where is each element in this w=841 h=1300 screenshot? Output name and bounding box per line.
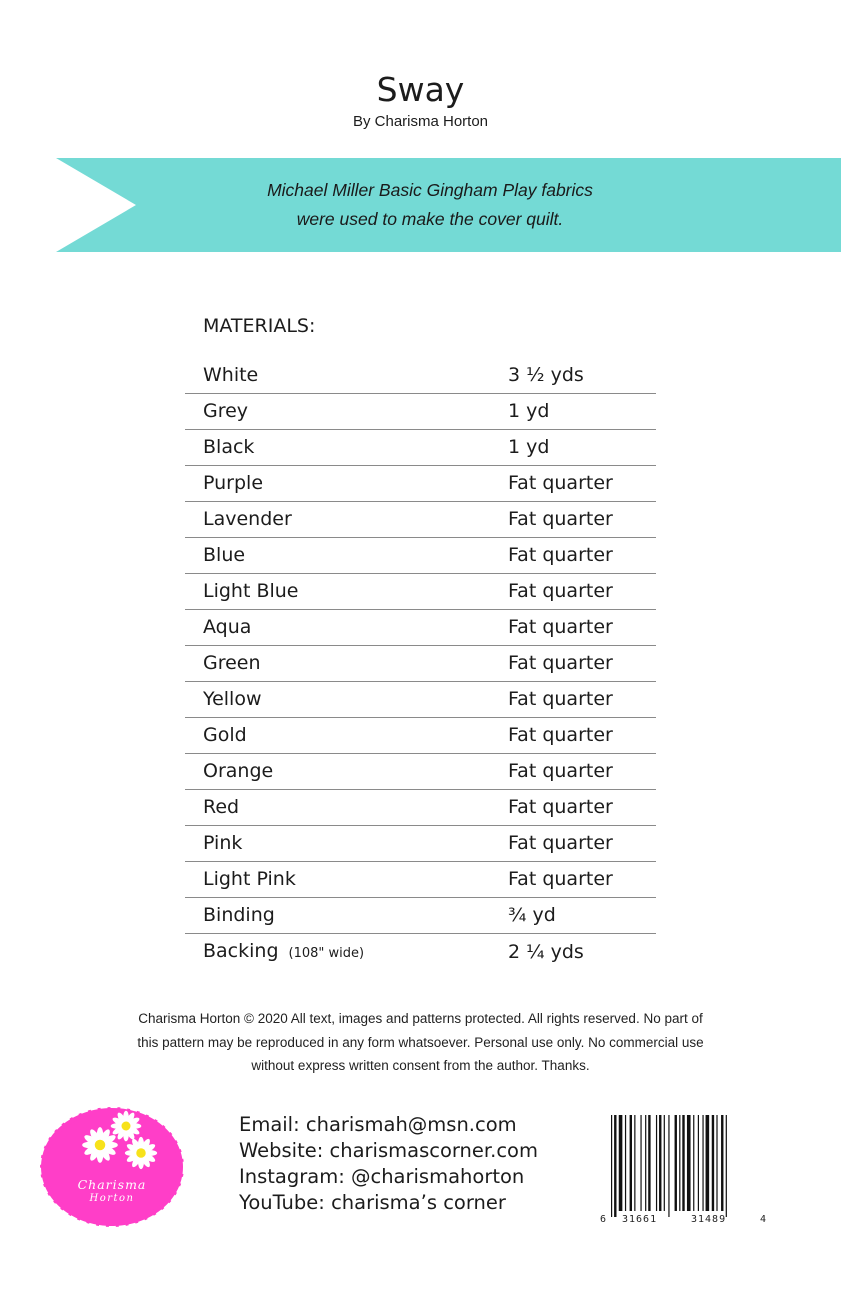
material-name: Backing: [203, 940, 279, 962]
table-row: [185, 574, 656, 610]
barcode-bar: [682, 1115, 684, 1211]
logo-text-last: Horton: [89, 1193, 135, 1204]
table-row: [185, 430, 656, 466]
contact-website: Website: charismascorner.com: [239, 1139, 538, 1162]
material-name: Green: [185, 646, 508, 682]
table-row: [185, 934, 656, 972]
barcode-bar: [659, 1115, 661, 1211]
daisy-flowers-icon: [38, 1105, 186, 1229]
material-quantity: Fat quarter: [508, 502, 656, 538]
material-name: Blue: [185, 538, 508, 574]
barcode-bar: [706, 1115, 710, 1211]
material-name: Pink: [185, 826, 508, 862]
barcode-bar: [687, 1115, 691, 1211]
logo-text-first: Charisma: [77, 1177, 147, 1192]
material-quantity: Fat quarter: [508, 610, 656, 646]
table-row: [185, 826, 656, 862]
barcode-bar: [614, 1115, 616, 1217]
material-quantity: Fat quarter: [508, 646, 656, 682]
barcode-bar: [640, 1115, 641, 1211]
copyright-line-3: without express written consent from the author. Thanks.: [251, 1058, 590, 1073]
table-row: [185, 754, 656, 790]
material-quantity: Fat quarter: [508, 538, 656, 574]
contact-email: Email: charismah@msn.com: [239, 1113, 517, 1136]
material-note: (108" wide): [288, 946, 365, 961]
charisma-horton-logo: [38, 1105, 186, 1229]
contact-youtube: YouTube: charisma’s corner: [239, 1191, 506, 1214]
material-quantity: 1 yd: [508, 430, 656, 466]
barcode-digit-first: 6: [600, 1214, 608, 1225]
material-quantity: Fat quarter: [508, 574, 656, 610]
barcode-bar: [693, 1115, 694, 1211]
material-name: Purple: [185, 466, 508, 502]
material-quantity: Fat quarter: [508, 718, 656, 754]
barcode-digits-left: 31661: [622, 1214, 658, 1225]
material-quantity: ¾ yd: [508, 898, 656, 934]
material-quantity: 2 ¼ yds: [508, 941, 584, 963]
copyright-notice: [80, 1007, 761, 1078]
material-quantity: Fat quarter: [508, 682, 656, 718]
material-name: Black: [185, 430, 508, 466]
material-name: Light Pink: [185, 862, 508, 898]
banner-line-2: were used to make the cover quilt.: [296, 209, 564, 229]
barcode-bar: [716, 1115, 717, 1211]
barcode-bar: [721, 1115, 723, 1211]
material-quantity: 3 ½ yds: [508, 358, 656, 394]
barcode-bar: [675, 1115, 677, 1211]
table-row: [185, 538, 656, 574]
banner-line-1: Michael Miller Basic Gingham Play fabrics: [267, 180, 593, 200]
material-quantity: Fat quarter: [508, 826, 656, 862]
table-row: [185, 358, 656, 394]
material-name: Aqua: [185, 610, 508, 646]
copyright-line-1: Charisma Horton © 2020 All text, images and patterns protected. All rights reserved. No part of: [138, 1011, 703, 1026]
table-row: [185, 862, 656, 898]
material-quantity: Fat quarter: [508, 862, 656, 898]
material-name: Binding: [185, 898, 508, 934]
material-name: Lavender: [185, 502, 508, 538]
pattern-title: Sway: [376, 70, 465, 109]
material-quantity: Fat quarter: [508, 790, 656, 826]
barcode-bar: [664, 1115, 665, 1211]
copyright-line-2: this pattern may be reproduced in any form whatsoever. Personal use only. No commercial use: [137, 1034, 704, 1050]
table-row: [185, 646, 656, 682]
material-name: Gold: [185, 718, 508, 754]
barcode-digit-last: 4: [760, 1214, 768, 1225]
barcode-bar: [619, 1115, 623, 1211]
barcode-bar: [648, 1115, 650, 1211]
barcode-bar: [656, 1115, 657, 1211]
table-row: [185, 898, 656, 934]
material-name: Grey: [185, 394, 508, 430]
barcode-bar: [645, 1115, 646, 1211]
barcode-bar: [634, 1115, 635, 1211]
pattern-byline: By Charisma Horton: [352, 113, 489, 130]
barcode-bar: [611, 1115, 612, 1217]
contact-info: [239, 1112, 538, 1216]
table-row: [185, 610, 656, 646]
table-row: [185, 466, 656, 502]
barcode-bar: [712, 1115, 714, 1211]
materials-table: [185, 358, 656, 971]
barcode-bar: [630, 1115, 632, 1211]
material-name: Red: [185, 790, 508, 826]
material-quantity: 1 yd: [508, 394, 656, 430]
material-name: Orange: [185, 754, 508, 790]
fabric-banner-text: [140, 176, 720, 234]
table-row: [185, 790, 656, 826]
barcode-bar: [625, 1115, 626, 1211]
upc-barcode-icon: [609, 1115, 767, 1217]
contact-instagram: Instagram: @charismahorton: [239, 1165, 525, 1188]
table-row: [185, 718, 656, 754]
material-name: White: [185, 358, 508, 394]
material-name: Light Blue: [185, 574, 508, 610]
barcode-bar: [698, 1115, 699, 1211]
material-quantity: Fat quarter: [508, 754, 656, 790]
barcode-digits-right: 31489: [691, 1214, 727, 1225]
material-name-with-note: [185, 934, 508, 972]
barcode-bar: [679, 1115, 680, 1211]
barcode-bar: [726, 1115, 727, 1217]
table-row: [185, 394, 656, 430]
barcode-bar: [702, 1115, 703, 1211]
barcode-bar: [668, 1115, 669, 1217]
material-quantity: Fat quarter: [508, 466, 656, 502]
table-row: [185, 682, 656, 718]
material-name: Yellow: [185, 682, 508, 718]
materials-heading: MATERIALS:: [203, 315, 316, 337]
table-row: [185, 502, 656, 538]
